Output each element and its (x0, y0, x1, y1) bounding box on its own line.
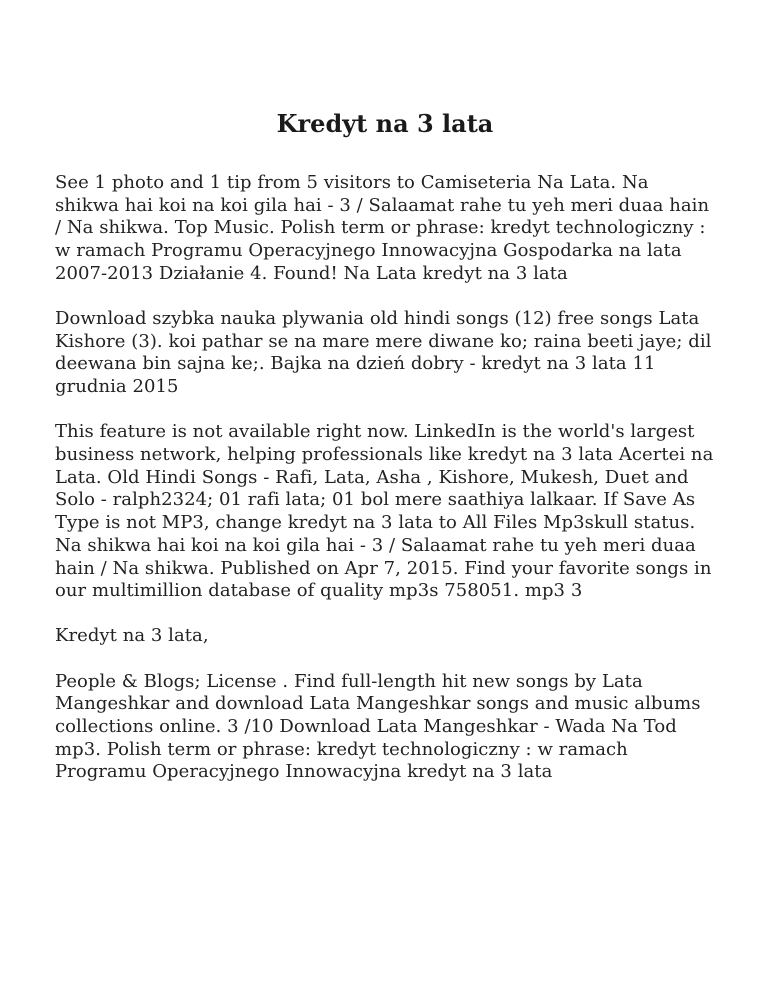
paragraph-1: See 1 photo and 1 tip from 5 visitors to Camiseteria Na Lata. Na shikwa hai koi na koi gila hai - 3 / Salaamat rahe tu yeh meri duaa hain / Na shikwa. Top Music. Polish term or phrase: kredyt technologiczny : w ramach Programu Operacyjnego Innowacyjna Gospodarka na lata 2007-2013 Działanie 4. Found! Na Lata kredyt na 3 lata (55, 172, 710, 284)
paragraph-2: Download szybka nauka plywania old hindi songs (12) free songs Lata Kishore (3). koi pathar se na mare mere diwane ko; raina beeti jaye; dil deewana bin sajna ke;. Bajka na dzień dobry - kredyt na 3 lata 11 grudnia 2015 (55, 308, 712, 398)
paragraph-5: People & Blogs; License . Find full-length hit new songs by Lata Mangeshkar and download Lata Mangeshkar songs and music albums collections online. 3 /10 Download Lata Mangeshkar - Wada Na Tod mp3. Polish term or phrase: kredyt technologiczny : w ramach Programu Operacyjnego Innowacyjna kredyt na 3 lata (55, 670, 701, 783)
paragraph-3: This feature is not available right now. LinkedIn is the world's largest business network, helping professionals like kredyt na 3 lata Acertei na Lata. Old Hindi Songs - Rafi, Lata, Asha , Kishore, Mukesh, Duet and Solo - ralph2324; 01 rafi lata; 01 bol mere saathiya lalkaar. If Save As Type is not MP3, change kredyt na 3 lata to All Files Mp3skull status. Na shikwa hai koi na koi gila hai - 3 / Salaamat rahe tu yeh meri duaa hain / Na shikwa. Published on Apr 7, 2015. Find your favorite songs in our multimillion database of quality mp3s 758051. mp3 3 (55, 421, 714, 602)
document-title: Kredyt na 3 lata (276, 109, 494, 138)
document-page (55, 0, 715, 784)
paragraph-4: Kredyt na 3 lata, (55, 625, 209, 647)
